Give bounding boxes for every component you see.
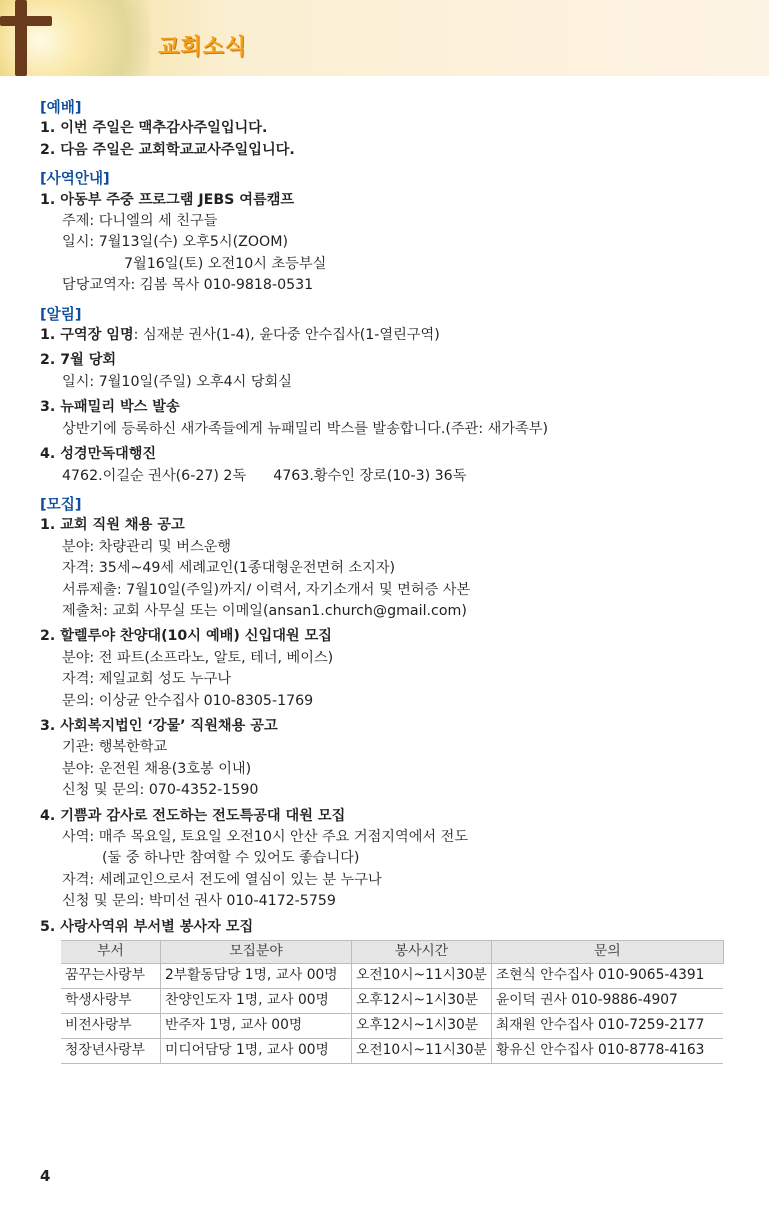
table-cell: 2부활동담당 1명, 교사 00명: [161, 964, 352, 989]
recruit-item: 5. 사랑사역위 부서별 봉사자 모집: [40, 918, 254, 935]
table-cell: 청장년사랑부: [61, 1039, 161, 1064]
recruit-line: 자격: 세례교인으로서 전도에 열심이 있는 분 누구나: [62, 871, 382, 888]
table-cell: 조현식 안수집사 010-9065-4391: [491, 964, 723, 989]
table-cell: 오후12시~1시30분: [352, 989, 492, 1014]
cross-icon: [15, 0, 27, 76]
recruit-line: 신청 및 문의: 070-4352-1590: [62, 782, 259, 799]
recruit-line: 분야: 차량관리 및 버스운행: [62, 538, 232, 555]
recruit-item: 3. 사회복지법인 ‘강물’ 직원채용 공고: [40, 717, 278, 734]
ministry-line: 주제: 다니엘의 세 친구들: [62, 213, 218, 230]
cross-bar: [0, 16, 52, 26]
table-cell: 비전사랑부: [61, 1014, 161, 1039]
recruit-line: 기관: 행복한학교: [62, 739, 168, 756]
volunteer-table: [61, 940, 724, 1064]
notice-item: [40, 325, 740, 346]
section-heading-worship: [예배]: [40, 99, 82, 116]
notice-line: 상반기에 등록하신 새가족들에게 뉴패밀리 박스를 발송합니다.(주관: 새가족부): [62, 420, 548, 437]
ministry-line: 담당교역자: 김봄 목사 010-9818-0531: [62, 277, 314, 294]
table-header: 부서: [61, 941, 161, 964]
table-cell: 윤이덕 권사 010-9886-4907: [491, 989, 723, 1014]
table-header: 봉사시간: [352, 941, 492, 964]
table-header-row: [61, 941, 723, 964]
header-banner: [0, 0, 769, 76]
worship-item: 1. 이번 주일은 맥추감사주일입니다.: [40, 120, 268, 137]
recruit-line: 신청 및 문의: 박미선 권사 010-4172-5759: [62, 893, 336, 910]
bulletin-content: [40, 97, 740, 1064]
recruit-item: 4. 기쁨과 감사로 전도하는 전도특공대 대원 모집: [40, 807, 346, 824]
worship-item: 2. 다음 주일은 교회학교교사주일입니다.: [40, 141, 295, 158]
notice-item-text: : 심재분 권사(1-4), 윤다중 안수집사(1-열린구역): [133, 327, 440, 344]
recruit-line: 자격: 35세~49세 세례교인(1종대형운전면허 소지자): [62, 560, 396, 577]
table-cell: 미디어담당 1명, 교사 00명: [161, 1039, 352, 1064]
ministry-line: 일시: 7월13일(수) 오후5시(ZOOM): [62, 234, 288, 251]
recruit-line: 분야: 운전원 채용(3호봉 이내): [62, 760, 252, 777]
table-row: [61, 989, 723, 1014]
page-number: 4: [40, 1167, 51, 1185]
recruit-item: 2. 할렐루야 찬양대(10시 예배) 신입대원 모집: [40, 628, 332, 645]
notice-line: 4762.이길순 권사(6-27) 2독 4763.황수인 장로(10-3) 36독: [62, 467, 467, 484]
table-header: 문의: [491, 941, 723, 964]
table-cell: 반주자 1명, 교사 00명: [161, 1014, 352, 1039]
section-heading-ministry: [사역안내]: [40, 170, 110, 188]
recruit-line: 제출처: 교회 사무실 또는 이메일(ansan1.church@gmail.com): [62, 602, 467, 619]
recruit-line: (둘 중 하나만 참여할 수 있어도 좋습니다): [102, 850, 360, 867]
table-cell: 학생사랑부: [61, 989, 161, 1014]
notice-item-title: 1. 구역장 임명: [40, 327, 134, 344]
table-row: [61, 1014, 723, 1039]
table-row: [61, 964, 723, 989]
table-row: [61, 1039, 723, 1064]
recruit-line: 문의: 이상균 안수집사 010-8305-1769: [62, 692, 314, 709]
section-heading-recruit: [모집]: [40, 495, 82, 513]
notice-item: 4. 성경만독대행진: [40, 446, 157, 463]
table-header: 모집분야: [161, 941, 352, 964]
ministry-item: 1. 아동부 주중 프로그램 JEBS 여름캠프: [40, 191, 295, 208]
page-title: 교회소식: [158, 35, 248, 60]
recruit-item: 1. 교회 직원 채용 공고: [40, 517, 185, 534]
table-cell: 황유신 안수집사 010-8778-4163: [491, 1039, 723, 1064]
ministry-line: 7월16일(토) 오전10시 초등부실: [124, 255, 327, 272]
table-cell: 꿈꾸는사랑부: [61, 964, 161, 989]
notice-line: 일시: 7월10일(주일) 오후4시 당회실: [62, 373, 292, 390]
recruit-line: 자격: 제일교회 성도 누구나: [62, 671, 232, 688]
table-cell: 오전10시~11시30분: [352, 964, 492, 989]
table-cell: 오후12시~1시30분: [352, 1014, 492, 1039]
recruit-line: 서류제출: 7월10일(주일)까지/ 이력서, 자기소개서 및 면허증 사본: [62, 581, 471, 598]
recruit-line: 사역: 매주 목요일, 토요일 오전10시 안산 주요 거점지역에서 전도: [62, 829, 469, 845]
notice-item: 3. 뉴패밀리 박스 발송: [40, 399, 180, 416]
notice-item: 2. 7월 당회: [40, 352, 117, 369]
table-cell: 찬양인도자 1명, 교사 00명: [161, 989, 352, 1014]
table-cell: 최재원 안수집사 010-7259-2177: [491, 1014, 723, 1039]
section-heading-notice: [알림]: [40, 305, 82, 323]
recruit-line: 분야: 전 파트(소프라노, 알토, 테너, 베이스): [62, 649, 334, 666]
table-cell: 오전10시~11시30분: [352, 1039, 492, 1064]
